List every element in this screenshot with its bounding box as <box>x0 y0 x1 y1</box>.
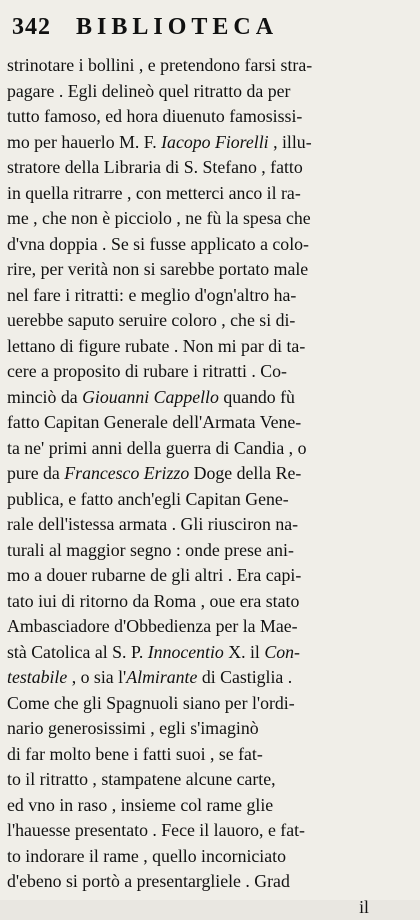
text-line <box>7 79 409 105</box>
text-segment: mo per hauerlo M. F. <box>7 132 161 152</box>
page-number: 342 <box>12 14 51 40</box>
italic-name: Iacopo Fiorelli <box>161 132 269 152</box>
text-segment: turali al maggior segno : onde prese ani- <box>7 540 294 560</box>
text-segment: to indorare il rame , quello incorniciato <box>7 846 286 866</box>
text-line <box>7 283 409 309</box>
text-segment: stà Catolica al S. P. <box>7 642 148 662</box>
text-line <box>7 844 409 870</box>
italic-name: Giouanni Cappello <box>82 387 219 407</box>
text-line <box>7 563 409 589</box>
text-line <box>7 665 409 691</box>
text-line <box>7 359 409 385</box>
text-line <box>7 716 409 742</box>
text-line <box>7 640 409 666</box>
italic-name: Con- <box>264 642 300 662</box>
text-line <box>7 512 409 538</box>
text-line <box>7 181 409 207</box>
italic-name: testabile <box>7 667 67 687</box>
text-line <box>7 538 409 564</box>
text-line <box>7 436 409 462</box>
text-segment: stratore della Libraria di S. Stefano , fatto <box>7 157 303 177</box>
text-segment: nario generosissimi , egli s'imaginò <box>7 718 259 738</box>
text-segment: d'ebeno si portò a presentargliele . Grad <box>7 871 290 891</box>
text-segment: quando fù <box>219 387 295 407</box>
text-segment: rale dell'istessa armata . Gli riusciron na- <box>7 514 298 534</box>
text-segment: mo a douer rubarne de gli altri . Era capi- <box>7 565 301 585</box>
text-segment: Doge della Re- <box>189 463 301 483</box>
text-line <box>7 257 409 283</box>
text-line <box>7 487 409 513</box>
text-line <box>7 104 409 130</box>
text-line <box>7 410 409 436</box>
text-segment: d'vna doppia . Se si fusse applicato a colo- <box>7 234 309 254</box>
text-segment: rire, per verità non si sarebbe portato male <box>7 259 308 279</box>
text-line <box>7 614 409 640</box>
text-segment: di far molto bene i fatti suoi , se fat- <box>7 744 263 764</box>
text-line <box>7 308 409 334</box>
text-line <box>7 691 409 717</box>
text-segment: pagare . Egli delineò quel ritratto da per <box>7 81 290 101</box>
text-segment: tutto famoso, ed hora diuenuto famosissi- <box>7 106 302 126</box>
text-line <box>7 53 409 79</box>
text-segment: uerebbe saputo seruire coloro , che si di- <box>7 310 295 330</box>
text-line <box>7 461 409 487</box>
text-line <box>7 818 409 844</box>
text-line <box>7 334 409 360</box>
text-segment: di Castiglia . <box>197 667 292 687</box>
text-segment: strinotare i bollini , e pretendono farsi stra- <box>7 55 312 75</box>
text-line <box>7 155 409 181</box>
text-segment: cere a proposito di rubare i ritratti . Co- <box>7 361 287 381</box>
text-segment: in quella ritrarre , con metterci anco il ra- <box>7 183 301 203</box>
text-line <box>7 589 409 615</box>
body-text <box>7 53 409 920</box>
running-head: BIBLIOTECA <box>76 14 278 40</box>
text-line <box>7 206 409 232</box>
text-line <box>7 385 409 411</box>
italic-name: Almirante <box>126 667 197 687</box>
text-segment: pure da <box>7 463 64 483</box>
text-segment: tato iui di ritorno da Roma , oue era stato <box>7 591 299 611</box>
text-segment: l'hauesse presentato . Fece il lauoro, e fat- <box>7 820 305 840</box>
text-segment: nel fare i ritratti: e meglio d'ogn'altro ha- <box>7 285 296 305</box>
text-line <box>7 793 409 819</box>
text-line <box>7 232 409 258</box>
italic-name: Francesco Erizzo <box>64 463 189 483</box>
text-segment: ta ne' primi anni della guerra di Candia , o <box>7 438 306 458</box>
text-line <box>7 742 409 768</box>
text-segment: , o sia l' <box>67 667 126 687</box>
text-segment: ed vno in raso , insieme col rame glie <box>7 795 273 815</box>
text-segment: , illu- <box>269 132 312 152</box>
italic-name: Innocentio <box>148 642 224 662</box>
page-header <box>12 14 412 40</box>
text-line <box>7 767 409 793</box>
text-segment: Come che gli Spagnuoli siano per l'ordi- <box>7 693 295 713</box>
text-segment: X. il <box>224 642 265 662</box>
text-segment: me , che non è picciolo , ne fù la spesa che <box>7 208 311 228</box>
text-segment: Ambasciadore d'Obbedienza per la Mae- <box>7 616 298 636</box>
text-segment: to il ritratto , stampatene alcune carte, <box>7 769 276 789</box>
text-segment: publica, e fatto anch'egli Capitan Gene- <box>7 489 289 509</box>
text-line <box>7 130 409 156</box>
text-line <box>7 869 409 895</box>
text-segment: minciò da <box>7 387 82 407</box>
catchword: il <box>7 895 409 920</box>
text-segment: lettano di figure rubate . Non mi par di ta- <box>7 336 305 356</box>
text-segment: fatto Capitan Generale dell'Armata Vene- <box>7 412 301 432</box>
